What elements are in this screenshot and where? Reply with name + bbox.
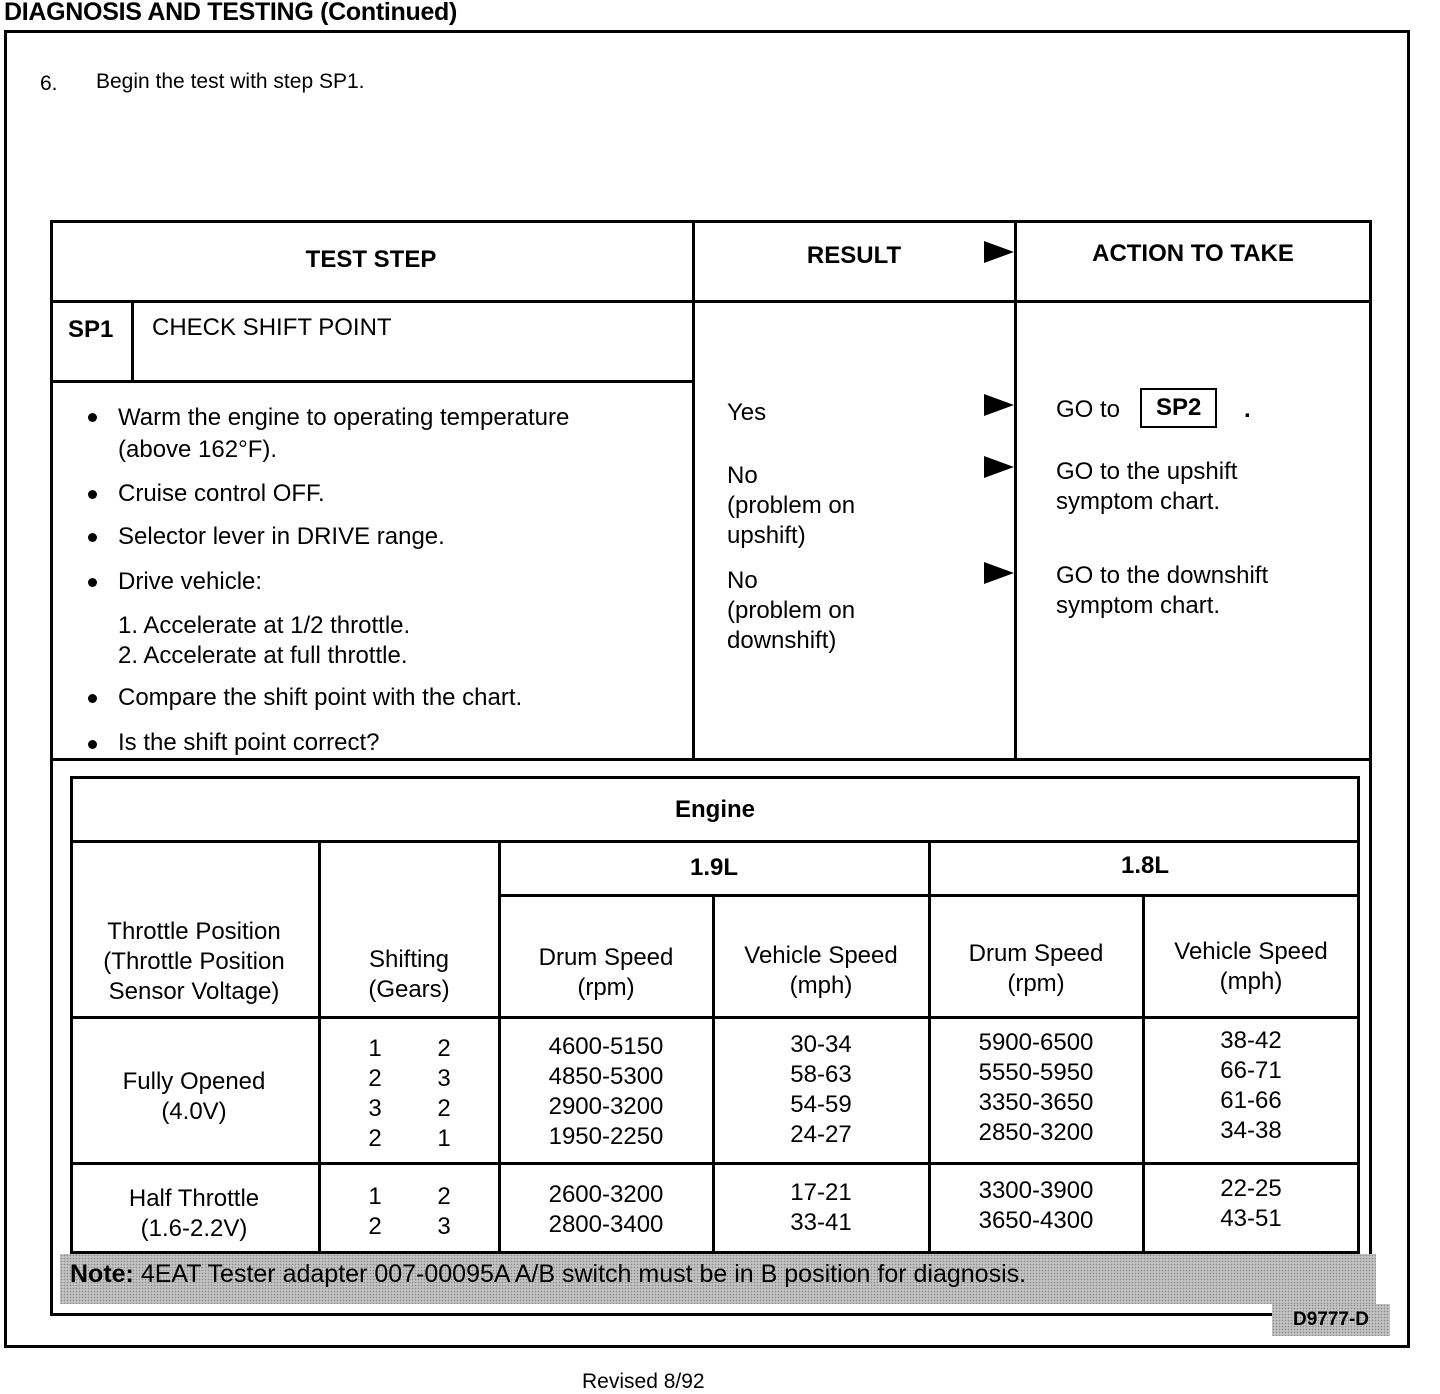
step-id-divider — [131, 300, 134, 382]
header-divider — [50, 300, 1372, 303]
step-title: CHECK SHIFT POINT — [152, 314, 392, 341]
gear-to-col: 2 3 2 1 — [437, 1035, 451, 1152]
vehicle-19-values: 17-21 33-41 — [790, 1179, 852, 1236]
drum-19-values: 2600-3200 2800-3400 — [548, 1181, 664, 1238]
bullet-icon — [88, 740, 97, 749]
drum-18-values: 3300-3900 3650-4300 — [978, 1177, 1094, 1234]
arrow-icon — [984, 394, 1014, 416]
sub-step-1: 1. Accelerate at 1/2 throttle. — [118, 612, 411, 639]
action-header: ACTION TO TAKE — [1092, 240, 1294, 267]
action-downshift-line1: GO to the downshift — [1056, 562, 1269, 589]
bullet-cruise: Cruise control OFF. — [118, 480, 325, 507]
goto-sp2-link[interactable]: SP2 — [1140, 388, 1217, 428]
throttle-header: Throttle Position (Throttle Position Sensor Voltage) — [103, 918, 285, 1005]
bullet-warm-line1: Warm the engine to operating temperature — [118, 404, 570, 431]
result-no-upshift-line1: No — [727, 462, 758, 489]
arrow-icon — [984, 241, 1014, 263]
bullet-icon — [88, 490, 97, 499]
row-divider — [70, 1162, 1360, 1165]
drum-19-values: 4600-5150 4850-5300 2900-3200 1950-2250 — [548, 1033, 664, 1150]
result-no-upshift-line2: (problem on — [727, 492, 856, 519]
test-step-header: TEST STEP — [305, 246, 437, 273]
bullet-icon — [88, 413, 97, 422]
bullet-icon — [88, 694, 97, 703]
action-goto-prefix: GO to — [1056, 396, 1121, 423]
gear-to-col: 2 3 — [437, 1183, 451, 1240]
result-header: RESULT — [806, 242, 902, 269]
bullet-warm-line2: (above 162°F). — [118, 436, 278, 463]
bullet-icon — [88, 533, 97, 542]
gear-from-col: 1 2 3 2 — [368, 1035, 382, 1152]
drum-speed-19-header: Drum Speed (rpm) — [538, 944, 674, 1001]
note-label: Note: — [70, 1260, 134, 1288]
instruction-text: Begin the test with step SP1. — [96, 70, 365, 93]
vehicle-19-values: 30-34 58-63 54-59 24-27 — [790, 1031, 852, 1148]
col-divider-shifting — [318, 840, 321, 1254]
bullet-question: Is the shift point correct? — [118, 729, 380, 756]
engine-divider — [70, 840, 1360, 843]
vehicle-speed-18-header: Vehicle Speed (mph) — [1174, 938, 1328, 995]
engine-18l-label: 1.8L — [1120, 852, 1170, 879]
arrow-icon — [984, 562, 1014, 584]
result-yes: Yes — [727, 399, 767, 426]
bullet-icon — [88, 578, 97, 587]
action-goto-suffix: . — [1244, 396, 1251, 423]
note-text: 4EAT Tester adapter 007-00095A A/B switch must be in B position for diagnosis. — [140, 1260, 1027, 1288]
figure-code: D9777-D — [1272, 1304, 1390, 1336]
vehicle-speed-19-header: Vehicle Speed (mph) — [744, 942, 898, 999]
step-title-divider — [50, 380, 694, 383]
action-upshift-line2: symptom chart. — [1056, 488, 1221, 515]
action-upshift-line1: GO to the upshift — [1056, 458, 1238, 485]
revised-date: Revised 8/92 — [582, 1370, 705, 1393]
vehicle-18-values: 22-25 43-51 — [1220, 1175, 1282, 1232]
vehicle-18-values: 38-42 66-71 61-66 34-38 — [1220, 1027, 1282, 1144]
sub-step-2: 2. Accelerate at full throttle. — [118, 642, 408, 669]
result-no-downshift-line3: downshift) — [727, 627, 837, 654]
bullet-selector: Selector lever in DRIVE range. — [118, 523, 445, 550]
arrow-icon — [984, 456, 1014, 478]
result-no-upshift-line3: upshift) — [727, 522, 806, 549]
column-divider-action — [1014, 220, 1017, 760]
instruction-number: 6. — [40, 72, 58, 95]
note — [70, 1260, 1026, 1289]
drum-18-values: 5900-6500 5550-5950 3350-3650 2850-3200 — [978, 1029, 1094, 1146]
shifting-header: Shifting (Gears) — [368, 946, 450, 1003]
chart-divider — [50, 758, 1372, 761]
engine-size-divider — [498, 894, 1360, 897]
drum-speed-18-header: Drum Speed (rpm) — [968, 940, 1104, 997]
header-row-divider — [70, 1016, 1360, 1019]
action-downshift-line2: symptom chart. — [1056, 592, 1221, 619]
row-half-throttle-label: Half Throttle (1.6-2.2V) — [128, 1185, 260, 1242]
row-fully-opened-label: Fully Opened (4.0V) — [122, 1068, 266, 1125]
engine-19l-label: 1.9L — [689, 854, 739, 881]
column-divider-result — [692, 220, 695, 760]
bullet-drive: Drive vehicle: — [118, 568, 263, 595]
step-id: SP1 — [68, 316, 114, 343]
engine-label: Engine — [674, 796, 755, 823]
result-no-downshift-line1: No — [727, 567, 758, 594]
gear-from-col: 1 2 — [368, 1183, 382, 1240]
bullet-compare: Compare the shift point with the chart. — [118, 684, 523, 711]
result-no-downshift-line2: (problem on — [727, 597, 856, 624]
page-title: DIAGNOSIS AND TESTING (Continued) — [4, 0, 458, 26]
